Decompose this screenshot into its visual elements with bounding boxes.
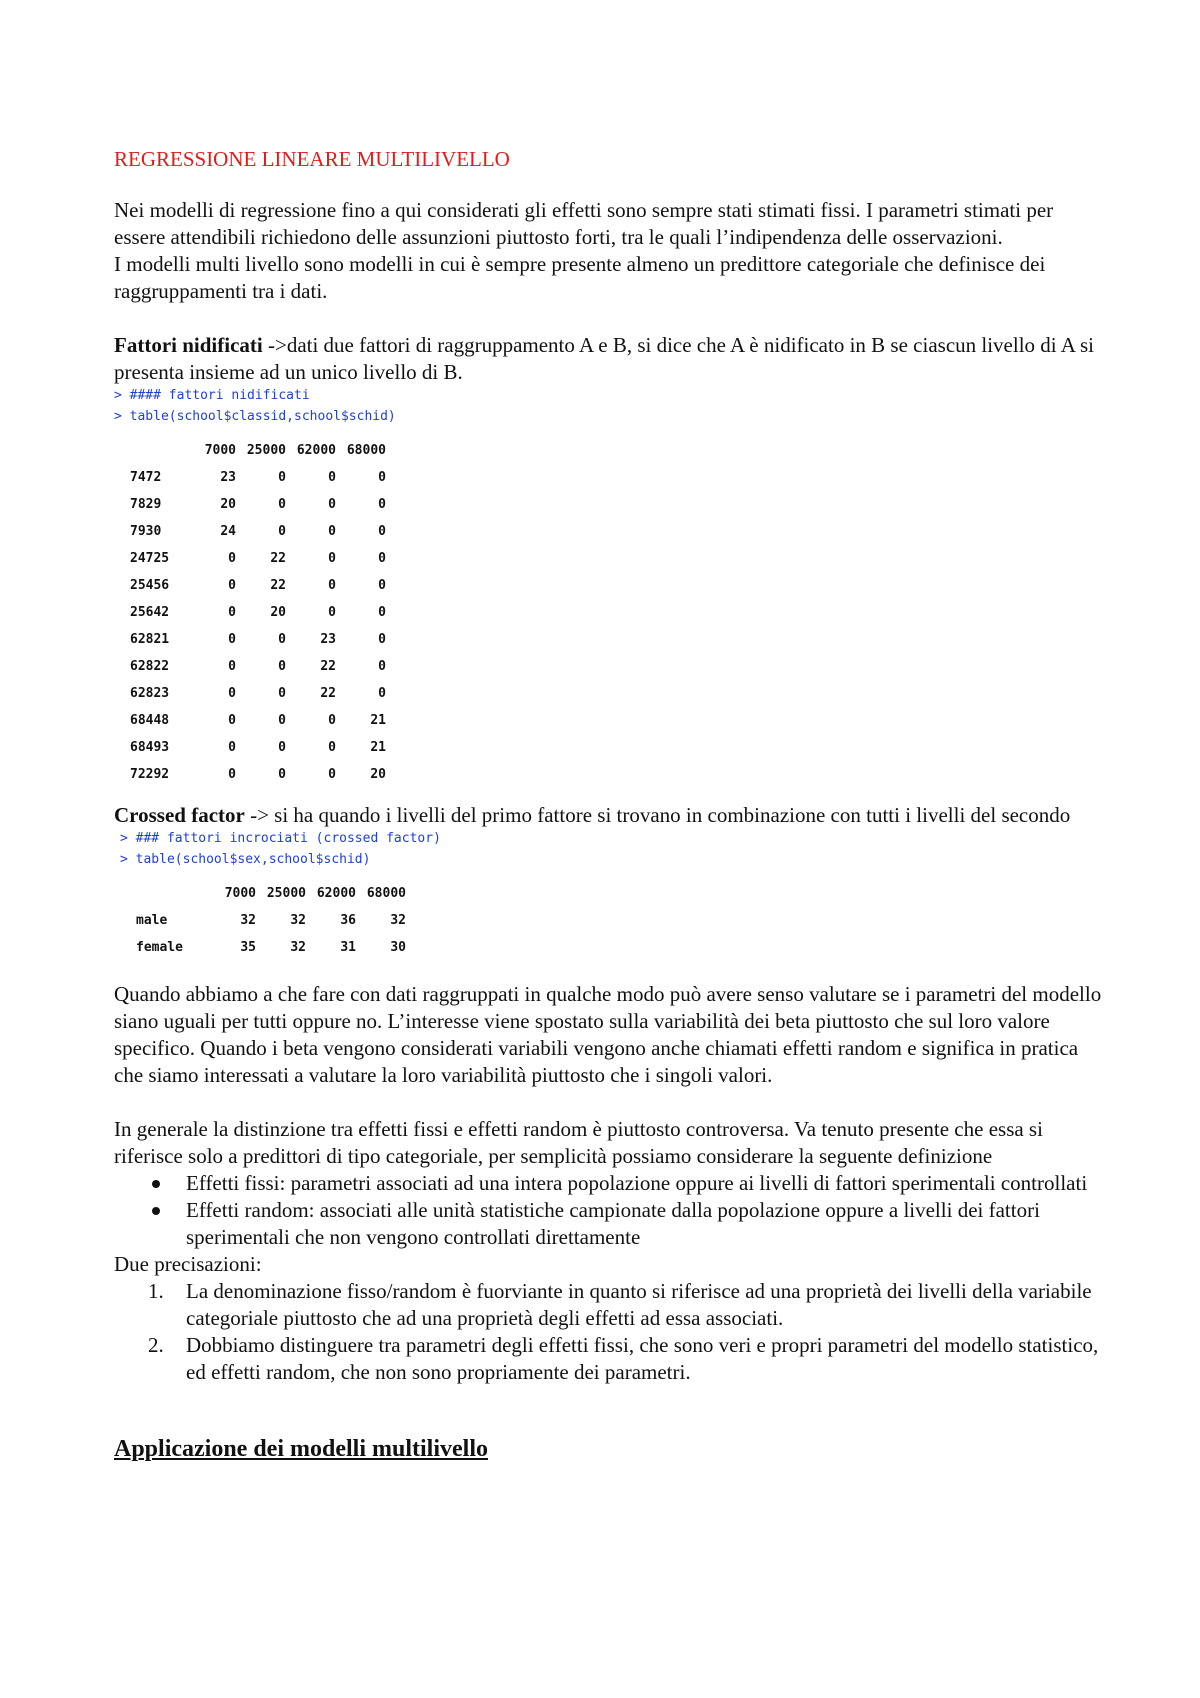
- table-column-header: 68000: [366, 886, 406, 901]
- table-cell: 22: [270, 551, 286, 566]
- table-cell: 0: [328, 740, 336, 755]
- table-cell: 0: [328, 470, 336, 485]
- table-column-header: 25000: [246, 443, 286, 458]
- table-cell: 20: [370, 767, 386, 782]
- nested-factors-paragraph: [114, 332, 1104, 386]
- table-row-label: 68448: [130, 713, 170, 728]
- item-number: 2.: [148, 1333, 164, 1357]
- nested-code-comment: > #### fattori nidificati: [114, 388, 310, 403]
- table-cell: 0: [228, 605, 236, 620]
- table-column-header: 7000: [224, 886, 256, 901]
- table-cell: 0: [228, 659, 236, 674]
- precisazioni-label: Due precisazioni:: [114, 1252, 262, 1276]
- table-row: [114, 734, 386, 761]
- nested-code-block: [114, 386, 1104, 788]
- table-column-header: 68000: [346, 443, 386, 458]
- table-cell: 24: [220, 524, 236, 539]
- spacer: [114, 1089, 1104, 1116]
- table-row: [114, 491, 386, 518]
- table-cell: 0: [378, 632, 386, 647]
- table-cell: 23: [220, 470, 236, 485]
- table-cell: 22: [320, 686, 336, 701]
- table-cell: 0: [328, 767, 336, 782]
- table-cell: 32: [240, 913, 256, 928]
- table-cell: 0: [378, 605, 386, 620]
- table-cell: 0: [278, 686, 286, 701]
- effects-bullet-list: [114, 1170, 1104, 1251]
- table-row: [114, 680, 386, 707]
- table-header-row: [114, 437, 386, 464]
- table-cell: 0: [328, 713, 336, 728]
- table-row-label: 68493: [130, 740, 170, 755]
- table-cell: 0: [378, 524, 386, 539]
- table-cell: 0: [378, 551, 386, 566]
- table-column-header: 62000: [316, 886, 356, 901]
- table-cell: 36: [340, 913, 356, 928]
- precisazioni-numbered-list: [114, 1278, 1104, 1386]
- table-cell: 0: [278, 713, 286, 728]
- table-row: [114, 626, 386, 653]
- table-row-label: 25642: [130, 605, 170, 620]
- nested-factors-definition: ->dati due fattori di raggruppamento A e B, si dice che A è nidificato in B se ciascun livello di A si presenta insieme ad un unico livello di B.: [114, 333, 1094, 384]
- table-cell: 0: [228, 740, 236, 755]
- table-cell: 0: [328, 551, 336, 566]
- table-cell: 0: [278, 497, 286, 512]
- section-heading: Applicazione dei modelli multilivello: [114, 1436, 488, 1462]
- document-page: [114, 146, 1104, 1463]
- nested-output-table: [114, 437, 386, 788]
- numbered-item: [148, 1278, 1104, 1332]
- table-cell: 30: [390, 940, 406, 955]
- table-column-header: 25000: [266, 886, 306, 901]
- table-cell: 0: [228, 713, 236, 728]
- crossed-code-command: > table(school$sex,school$schid): [120, 851, 371, 867]
- item-text: Dobbiamo distinguere tra parametri degli effetti fissi, che sono veri e propri parametri del modello statistico, ed effetti random, che non sono propriamente dei parametri.: [186, 1333, 1099, 1384]
- spacer: [114, 305, 1104, 332]
- table-row-label: 62821: [130, 632, 170, 647]
- table-cell: 0: [328, 497, 336, 512]
- table-row: [114, 572, 386, 599]
- table-cell: 0: [228, 632, 236, 647]
- table-cell: 0: [378, 686, 386, 701]
- crossed-factor-term: Crossed factor: [114, 803, 245, 827]
- bullet-item-fixed-effects: Effetti fissi: parametri associati ad una intera popolazione oppure ai livelli di fattori sperimentali controllati: [186, 1170, 1104, 1197]
- table-cell: 23: [320, 632, 336, 647]
- table-cell: 0: [278, 659, 286, 674]
- table-row: [114, 599, 386, 626]
- table-cell: 21: [370, 713, 386, 728]
- table-cell: 0: [328, 605, 336, 620]
- crossed-factor-paragraph: [114, 802, 1104, 829]
- table-cell: 32: [390, 913, 406, 928]
- table-cell: 0: [228, 686, 236, 701]
- table-cell: 20: [220, 497, 236, 512]
- table-row-label: 7930: [130, 524, 162, 539]
- document-title: REGRESSIONE LINEARE MULTILIVELLO: [114, 147, 510, 171]
- table-cell: 21: [370, 740, 386, 755]
- table-cell: 0: [378, 659, 386, 674]
- table-row: [120, 934, 406, 961]
- table-row-label: 62822: [130, 659, 170, 674]
- table-row-label: 7472: [130, 470, 162, 485]
- table-row: [114, 653, 386, 680]
- table-row-label: 24725: [130, 551, 170, 566]
- nested-code-command: > table(school$classid,school$schid): [114, 408, 396, 424]
- table-row-label: female: [136, 940, 183, 955]
- table-cell: 0: [378, 497, 386, 512]
- table-row: [120, 907, 406, 934]
- table-row: [114, 518, 386, 545]
- table-row-label: 72292: [130, 767, 170, 782]
- table-cell: 20: [270, 605, 286, 620]
- table-cell: 0: [278, 470, 286, 485]
- intro-paragraph-1: Nei modelli di regressione fino a qui considerati gli effetti sono sempre stati stimati fissi. I parametri stimati per essere attendibili richiedono delle assunzioni piuttosto forti, tra le quali l’indipendenza delle osservazioni.: [114, 198, 1054, 249]
- table-cell: 0: [278, 524, 286, 539]
- crossed-output-table: [120, 880, 406, 961]
- intro-paragraph-2: I modelli multi livello sono modelli in cui è sempre presente almeno un predittore categoriale che definisce dei raggruppamenti tra i dati.: [114, 252, 1046, 303]
- table-row: [114, 464, 386, 491]
- item-number: 1.: [148, 1279, 164, 1303]
- table-cell: 0: [228, 767, 236, 782]
- table-cell: 35: [240, 940, 256, 955]
- table-cell: 0: [228, 578, 236, 593]
- table-column-header: 7000: [204, 443, 236, 458]
- table-cell: 0: [278, 767, 286, 782]
- table-cell: 32: [290, 913, 306, 928]
- grouped-data-paragraph: Quando abbiamo a che fare con dati raggruppati in qualche modo può avere senso valutare se i parametri del modello siano uguali per tutti oppure no. L’interesse viene spostato sulla variabilità dei beta piuttosto che sul loro valore specifico. Quando i beta vengono considerati variabili vengono anche chiamati effetti random e significa in pratica che siamo interessati a valutare la loro variabilità piuttosto che i singoli valori.: [114, 982, 1102, 1087]
- table-cell: 22: [320, 659, 336, 674]
- table-cell: 0: [378, 470, 386, 485]
- table-row-label: 7829: [130, 497, 162, 512]
- table-cell: 32: [290, 940, 306, 955]
- table-row-label: 62823: [130, 686, 170, 701]
- table-row: [114, 545, 386, 572]
- crossed-code-comment: > ### fattori incrociati (crossed factor): [120, 831, 441, 846]
- table-row: [114, 707, 386, 734]
- table-cell: 0: [328, 578, 336, 593]
- general-distinction-paragraph: In generale la distinzione tra effetti fissi e effetti random è piuttosto controversa. Va tenuto presente che essa si riferisce solo a predittori di tipo categoriale, per semplicità possiamo considerare la seguente definizione: [114, 1117, 1043, 1168]
- table-column-header: 62000: [296, 443, 336, 458]
- table-cell: 0: [228, 551, 236, 566]
- bullet-item-random-effects: Effetti random: associati alle unità statistiche campionate dalla popolazione oppure a livelli dei fattori sperimentali che non vengono controllati direttamente: [186, 1197, 1104, 1251]
- nested-factors-term: Fattori nidificati: [114, 333, 263, 357]
- item-text: La denominazione fisso/random è fuorviante in quanto si riferisce ad una proprietà dei livelli della variabile categoriale piuttosto che ad una proprietà degli effetti ad essa associati.: [186, 1279, 1092, 1330]
- table-cell: 22: [270, 578, 286, 593]
- crossed-factor-definition: -> si ha quando i livelli del primo fattore si trovano in combinazione con tutti i livelli del secondo: [244, 803, 1071, 827]
- table-row-label: male: [136, 913, 168, 928]
- table-cell: 0: [328, 524, 336, 539]
- table-corner-cell: [114, 437, 186, 464]
- table-row: [114, 761, 386, 788]
- table-corner-cell: [120, 880, 206, 907]
- crossed-code-block: [120, 829, 1104, 961]
- table-cell: 0: [278, 740, 286, 755]
- table-header-row: [120, 880, 406, 907]
- table-cell: 31: [340, 940, 356, 955]
- table-row-label: 25456: [130, 578, 170, 593]
- numbered-item: [148, 1332, 1104, 1386]
- table-cell: 0: [278, 632, 286, 647]
- table-cell: 0: [378, 578, 386, 593]
